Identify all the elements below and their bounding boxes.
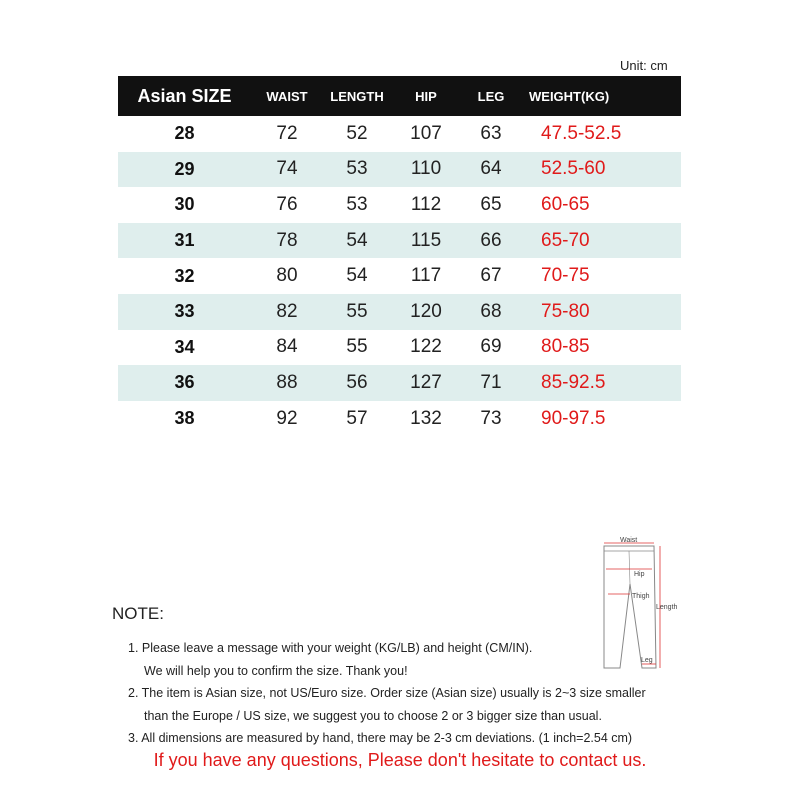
header-waist: WAIST bbox=[266, 88, 308, 104]
cell-waist: 76 bbox=[276, 193, 298, 215]
cell-waist: 88 bbox=[276, 371, 298, 393]
cell-hip: 132 bbox=[410, 407, 442, 429]
cell-waist: 82 bbox=[276, 300, 298, 322]
note-line-2-cont: than the Europe / US size, we suggest you to choose 2 or 3 bigger size than usual. bbox=[144, 708, 602, 723]
cell-hip: 122 bbox=[410, 336, 442, 358]
cell-leg: 71 bbox=[480, 371, 502, 393]
label-waist: Waist bbox=[620, 537, 638, 544]
note-line-2: 2. The item is Asian size, not US/Euro size. Order size (Asian size) usually is 2~3 size smaller bbox=[128, 686, 646, 700]
cell-size: 32 bbox=[174, 265, 195, 286]
table-header bbox=[118, 76, 681, 116]
cell-size: 31 bbox=[174, 230, 195, 251]
cell-weight: 80-85 bbox=[541, 336, 590, 358]
cell-size: 34 bbox=[174, 336, 195, 357]
cell-length: 55 bbox=[346, 300, 368, 322]
cell-weight: 75-80 bbox=[541, 300, 590, 322]
note-line-1-cont: We will help you to confirm the size. Thank you! bbox=[144, 663, 408, 678]
cell-hip: 115 bbox=[410, 229, 442, 251]
fly-line bbox=[629, 551, 630, 584]
cell-weight: 52.5-60 bbox=[541, 158, 606, 180]
cell-size: 28 bbox=[174, 123, 195, 144]
cell-leg: 65 bbox=[480, 193, 502, 215]
header-weight: WEIGHT(KG) bbox=[529, 88, 610, 104]
note-line-3: 3. All dimensions are measured by hand, there may be 2-3 cm deviations. (1 inch=2.54 cm) bbox=[128, 731, 633, 745]
cell-weight: 85-92.5 bbox=[541, 371, 606, 393]
table-row bbox=[118, 223, 681, 259]
cell-waist: 80 bbox=[276, 265, 298, 287]
cell-waist: 84 bbox=[276, 336, 298, 358]
contact-message: If you have any questions, Please don't hesitate to contact us. bbox=[153, 750, 647, 770]
cell-hip: 120 bbox=[410, 300, 442, 322]
table-row bbox=[118, 330, 681, 366]
cell-leg: 64 bbox=[480, 158, 502, 180]
cell-length: 57 bbox=[346, 407, 368, 429]
header-asian-size: Asian SIZE bbox=[137, 85, 232, 106]
cell-hip: 110 bbox=[410, 158, 442, 180]
cell-size: 38 bbox=[174, 408, 195, 429]
cell-weight: 70-75 bbox=[541, 265, 590, 287]
cell-length: 53 bbox=[346, 193, 368, 215]
cell-leg: 66 bbox=[480, 229, 502, 251]
table-row bbox=[118, 365, 681, 401]
table-body bbox=[118, 116, 681, 436]
table-row bbox=[118, 294, 681, 330]
cell-leg: 68 bbox=[480, 300, 502, 322]
cell-waist: 72 bbox=[276, 122, 298, 144]
cell-hip: 127 bbox=[410, 371, 442, 393]
cell-length: 53 bbox=[346, 158, 368, 180]
cell-length: 54 bbox=[346, 229, 368, 251]
label-thigh: Thigh bbox=[632, 593, 650, 600]
cell-size: 33 bbox=[174, 301, 195, 322]
cell-waist: 92 bbox=[276, 407, 298, 429]
cell-weight: 60-65 bbox=[541, 193, 590, 215]
cell-weight: 90-97.5 bbox=[541, 407, 606, 429]
table-row bbox=[118, 116, 681, 152]
table-row bbox=[118, 152, 681, 188]
notes-list bbox=[128, 637, 728, 750]
cell-leg: 73 bbox=[480, 407, 502, 429]
label-leg: Leg bbox=[641, 657, 653, 664]
table-row bbox=[118, 258, 681, 294]
cell-size: 36 bbox=[174, 372, 195, 393]
cell-size: 30 bbox=[174, 194, 195, 215]
cell-waist: 74 bbox=[276, 158, 298, 180]
note-title: NOTE: bbox=[112, 604, 164, 623]
cell-leg: 67 bbox=[480, 265, 502, 287]
cell-length: 56 bbox=[346, 371, 368, 393]
cell-length: 54 bbox=[346, 265, 368, 287]
header-leg: LEG bbox=[477, 88, 505, 104]
cell-hip: 107 bbox=[410, 122, 442, 144]
note-line-1: 1. Please leave a message with your weight (KG/LB) and height (CM/IN). bbox=[128, 641, 533, 655]
cell-length: 55 bbox=[346, 336, 368, 358]
size-table bbox=[118, 76, 681, 436]
header-hip: HIP bbox=[415, 88, 437, 104]
cell-size: 29 bbox=[174, 158, 195, 179]
cell-length: 52 bbox=[346, 122, 368, 144]
cell-hip: 117 bbox=[410, 265, 442, 287]
label-hip: Hip bbox=[634, 571, 645, 578]
cell-weight: 65-70 bbox=[541, 229, 590, 251]
table-row bbox=[118, 401, 681, 437]
unit-label: Unit: cm bbox=[620, 58, 668, 73]
cell-weight: 47.5-52.5 bbox=[541, 122, 622, 144]
table-row bbox=[118, 187, 681, 223]
cell-waist: 78 bbox=[276, 229, 298, 251]
header-length: LENGTH bbox=[330, 88, 384, 104]
cell-leg: 63 bbox=[480, 122, 502, 144]
label-length: Length bbox=[656, 604, 678, 611]
cell-leg: 69 bbox=[480, 336, 502, 358]
cell-hip: 112 bbox=[410, 193, 442, 215]
